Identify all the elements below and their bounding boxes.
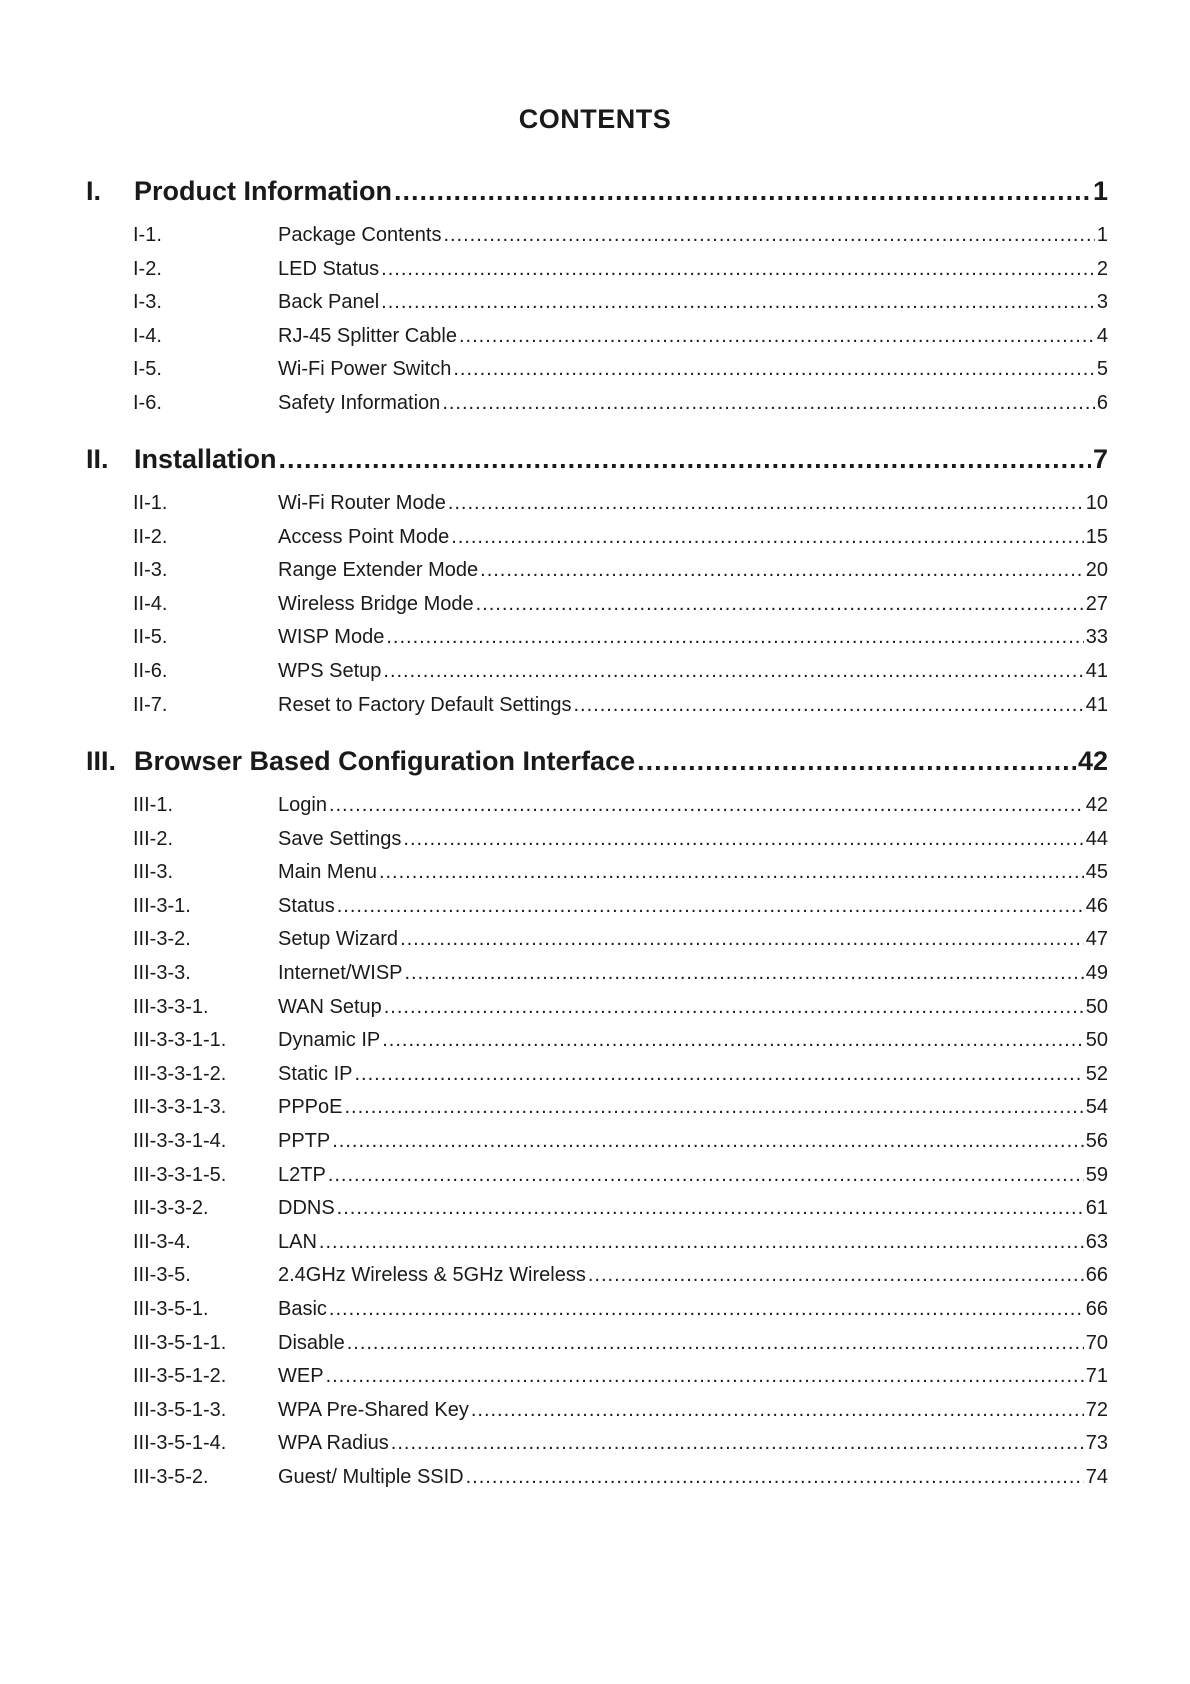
toc-section-heading[interactable] (86, 176, 1108, 212)
toc-entry[interactable] (133, 1197, 1108, 1225)
entry-number: III-3-5-1-3. (133, 1398, 227, 1421)
section-title: Installation (134, 444, 277, 474)
entry-page-number: 45 (1085, 861, 1108, 884)
entry-number: III-3-5-1-4. (133, 1432, 227, 1455)
toc-entry[interactable] (133, 861, 1108, 889)
dot-leader (480, 559, 1084, 582)
entry-page-number: 56 (1085, 1130, 1108, 1152)
dot-leader (337, 895, 1084, 918)
entry-title: Package Contents (278, 224, 442, 246)
section-number: III. (86, 746, 117, 776)
entry-page-number: 41 (1085, 693, 1108, 716)
entry-page-number: 6 (1096, 392, 1108, 414)
entry-title: Internet/WISP (278, 962, 403, 984)
entry-title: PPPoE (278, 1096, 343, 1119)
entry-title: LED Status (278, 257, 380, 280)
toc-entry[interactable] (133, 694, 1108, 722)
entry-page-number: 71 (1085, 1365, 1108, 1388)
entry-page-number: 63 (1085, 1230, 1108, 1253)
section-number: II. (86, 444, 109, 474)
toc-entry[interactable] (133, 325, 1108, 353)
entry-title: Dynamic IP (278, 1029, 381, 1052)
dot-leader (319, 1231, 1084, 1254)
entry-page-number: 46 (1085, 894, 1108, 917)
entry-page-number: 72 (1085, 1398, 1108, 1421)
toc-section-heading[interactable] (86, 444, 1108, 480)
toc-entry[interactable] (133, 358, 1108, 386)
entry-page-number: 41 (1085, 660, 1108, 682)
section-page-number: 42 (1077, 746, 1108, 776)
toc-entry[interactable] (133, 1332, 1108, 1360)
toc-entry[interactable] (133, 291, 1108, 319)
section-page-number: 1 (1092, 176, 1108, 206)
entry-number: III-3-2. (133, 928, 191, 951)
entry-title: WPA Radius (278, 1432, 389, 1455)
entry-number: III-3-4. (133, 1230, 191, 1253)
dot-leader (394, 176, 1091, 207)
entry-page-number: 66 (1085, 1298, 1108, 1320)
entry-title: Setup Wizard (278, 928, 399, 951)
toc-entry[interactable] (133, 895, 1108, 923)
dot-leader (637, 746, 1076, 777)
entry-page-number: 5 (1096, 358, 1108, 381)
dot-leader (459, 325, 1095, 348)
entry-number: III-3-3-2. (133, 1197, 209, 1220)
entry-title: PPTP (278, 1130, 331, 1152)
entry-page-number: 54 (1085, 1096, 1108, 1119)
entry-title: WAN Setup (278, 995, 382, 1018)
entry-page-number: 20 (1085, 559, 1108, 582)
toc-entry[interactable] (133, 224, 1108, 252)
entry-number: I-5. (133, 358, 162, 381)
entry-number: II-6. (133, 660, 168, 682)
entry-number: III-3-5-1-2. (133, 1365, 227, 1388)
entry-title: WPA Pre-Shared Key (278, 1398, 469, 1421)
toc-entry[interactable] (133, 1365, 1108, 1393)
toc-entry[interactable] (133, 1298, 1108, 1326)
dot-leader (466, 1466, 1084, 1489)
entry-number: I-4. (133, 324, 162, 347)
section-number: I. (86, 176, 102, 206)
entry-number: III-3-3-1-1. (133, 1029, 227, 1052)
entry-number: I-1. (133, 224, 162, 246)
toc-entry[interactable] (133, 559, 1108, 587)
toc-entry[interactable] (133, 1264, 1108, 1292)
entry-title: Access Point Mode (278, 525, 450, 548)
page-title: CONTENTS (518, 104, 672, 134)
entry-number: III-3-1. (133, 894, 191, 917)
entry-title: WISP Mode (278, 626, 385, 649)
entry-title: Static IP (278, 1062, 353, 1085)
toc-entry[interactable] (133, 1029, 1108, 1057)
entry-title: Status (278, 894, 335, 917)
toc-entry[interactable] (133, 1466, 1108, 1494)
entry-title: Guest/ Multiple SSID (278, 1466, 464, 1488)
entry-number: III-3-3-1-4. (133, 1130, 227, 1152)
toc-entry[interactable] (133, 928, 1108, 956)
entry-page-number: 44 (1085, 827, 1108, 850)
toc-entry[interactable] (133, 526, 1108, 554)
entry-number: III-3-3-1-5. (133, 1163, 227, 1186)
dot-leader (451, 526, 1084, 549)
dot-leader (379, 861, 1084, 884)
entry-title: WPS Setup (278, 660, 382, 682)
toc-entry[interactable] (133, 593, 1108, 621)
entry-title: Safety Information (278, 392, 441, 414)
section-page-number: 7 (1092, 444, 1108, 474)
dot-leader (476, 593, 1084, 616)
entry-title: DDNS (278, 1197, 335, 1220)
dot-leader (391, 1432, 1084, 1455)
toc-entry[interactable] (133, 258, 1108, 286)
entry-title: Basic (278, 1298, 327, 1320)
entry-title: Wi-Fi Router Mode (278, 492, 446, 514)
dot-leader (279, 444, 1091, 475)
toc-entry[interactable] (133, 492, 1108, 520)
entry-title: Back Panel (278, 291, 380, 314)
section-title: Product Information (134, 176, 392, 206)
entry-title: Wi-Fi Power Switch (278, 358, 452, 381)
entry-title: Login (278, 794, 327, 816)
entry-number: III-3-5-1. (133, 1298, 209, 1320)
dot-leader (328, 1164, 1084, 1187)
entry-number: I-2. (133, 257, 162, 280)
entry-number: III-3. (133, 861, 174, 884)
dot-leader (381, 258, 1095, 281)
dot-leader (471, 1399, 1084, 1422)
entry-page-number: 47 (1085, 928, 1108, 951)
dot-leader (403, 828, 1083, 851)
entry-title: Disable (278, 1331, 345, 1354)
toc-entry[interactable] (133, 660, 1108, 688)
dot-leader (354, 1063, 1083, 1086)
entry-number: II-2. (133, 525, 168, 548)
toc-entry[interactable] (133, 1063, 1108, 1091)
toc-entry[interactable] (133, 1164, 1108, 1192)
toc-section-heading[interactable] (86, 746, 1108, 782)
toc-entry[interactable] (133, 1432, 1108, 1460)
entry-page-number: 70 (1085, 1331, 1108, 1354)
toc-entry[interactable] (133, 1399, 1108, 1427)
entry-page-number: 61 (1085, 1197, 1108, 1220)
entry-number: I-6. (133, 392, 162, 414)
entry-title: Range Extender Mode (278, 559, 479, 582)
entry-title: Wireless Bridge Mode (278, 592, 474, 615)
dot-leader (443, 224, 1094, 247)
entry-number: II-7. (133, 693, 168, 716)
entry-title: LAN (278, 1230, 317, 1253)
dot-leader (405, 962, 1084, 985)
entry-number: I-3. (133, 291, 162, 314)
entry-number: III-3-3. (133, 962, 191, 984)
entry-page-number: 1 (1096, 224, 1108, 246)
entry-page-number: 15 (1085, 525, 1108, 548)
entry-page-number: 66 (1085, 1264, 1108, 1287)
toc-entry[interactable] (133, 392, 1108, 420)
entry-page-number: 49 (1085, 962, 1108, 984)
entry-number: III-3-3-1. (133, 995, 209, 1018)
dot-leader (588, 1264, 1084, 1287)
dot-leader (332, 1130, 1084, 1153)
dot-leader (573, 694, 1083, 717)
toc-entry[interactable] (133, 1130, 1108, 1158)
entry-page-number: 50 (1085, 995, 1108, 1018)
entry-page-number: 27 (1085, 592, 1108, 615)
entry-page-number: 50 (1085, 1029, 1108, 1052)
dot-leader (326, 1365, 1084, 1388)
entry-page-number: 33 (1085, 626, 1108, 649)
dot-leader (329, 794, 1084, 817)
dot-leader (382, 1029, 1084, 1052)
entry-number: II-3. (133, 559, 168, 582)
entry-page-number: 3 (1096, 291, 1108, 314)
entry-number: III-1. (133, 794, 174, 816)
dot-leader (400, 928, 1084, 951)
toc-entry[interactable] (133, 962, 1108, 990)
entry-title: 2.4GHz Wireless & 5GHz Wireless (278, 1264, 586, 1287)
entry-title: Reset to Factory Default Settings (278, 693, 572, 716)
dot-leader (384, 996, 1084, 1019)
dot-leader (448, 492, 1084, 515)
entry-number: III-3-5. (133, 1264, 191, 1287)
toc-entry[interactable] (133, 794, 1108, 822)
dot-leader (386, 626, 1083, 649)
dot-leader (337, 1197, 1084, 1220)
entry-page-number: 10 (1085, 492, 1108, 514)
entry-page-number: 52 (1085, 1062, 1108, 1085)
section-title: Browser Based Configuration Interface (134, 746, 636, 776)
toc-entry[interactable] (133, 996, 1108, 1024)
dot-leader (347, 1332, 1084, 1355)
toc-entry[interactable] (133, 828, 1108, 856)
entry-number: III-3-3-1-3. (133, 1096, 227, 1119)
entry-title: RJ-45 Splitter Cable (278, 324, 457, 347)
entry-title: L2TP (278, 1163, 326, 1186)
entry-page-number: 73 (1085, 1432, 1108, 1455)
entry-page-number: 2 (1096, 257, 1108, 280)
entry-number: II-4. (133, 592, 168, 615)
entry-title: WEP (278, 1365, 324, 1388)
entry-title: Main Menu (278, 861, 377, 884)
dot-leader (329, 1298, 1084, 1321)
entry-number: II-5. (133, 626, 168, 649)
dot-leader (344, 1096, 1083, 1119)
toc-entry[interactable] (133, 1231, 1108, 1259)
entry-page-number: 42 (1085, 794, 1108, 816)
dot-leader (383, 660, 1083, 683)
entry-number: III-3-5-1-1. (133, 1331, 227, 1354)
dot-leader (381, 291, 1095, 314)
entry-page-number: 59 (1085, 1163, 1108, 1186)
entry-number: III-3-3-1-2. (133, 1062, 227, 1085)
dot-leader (442, 392, 1095, 415)
toc-entry[interactable] (133, 1096, 1108, 1124)
entry-number: II-1. (133, 492, 168, 514)
dot-leader (453, 358, 1095, 381)
entry-page-number: 74 (1085, 1466, 1108, 1488)
entry-number: III-3-5-2. (133, 1466, 209, 1488)
entry-title: Save Settings (278, 827, 402, 850)
entry-number: III-2. (133, 827, 174, 850)
entry-page-number: 4 (1096, 324, 1108, 347)
toc-entry[interactable] (133, 626, 1108, 654)
